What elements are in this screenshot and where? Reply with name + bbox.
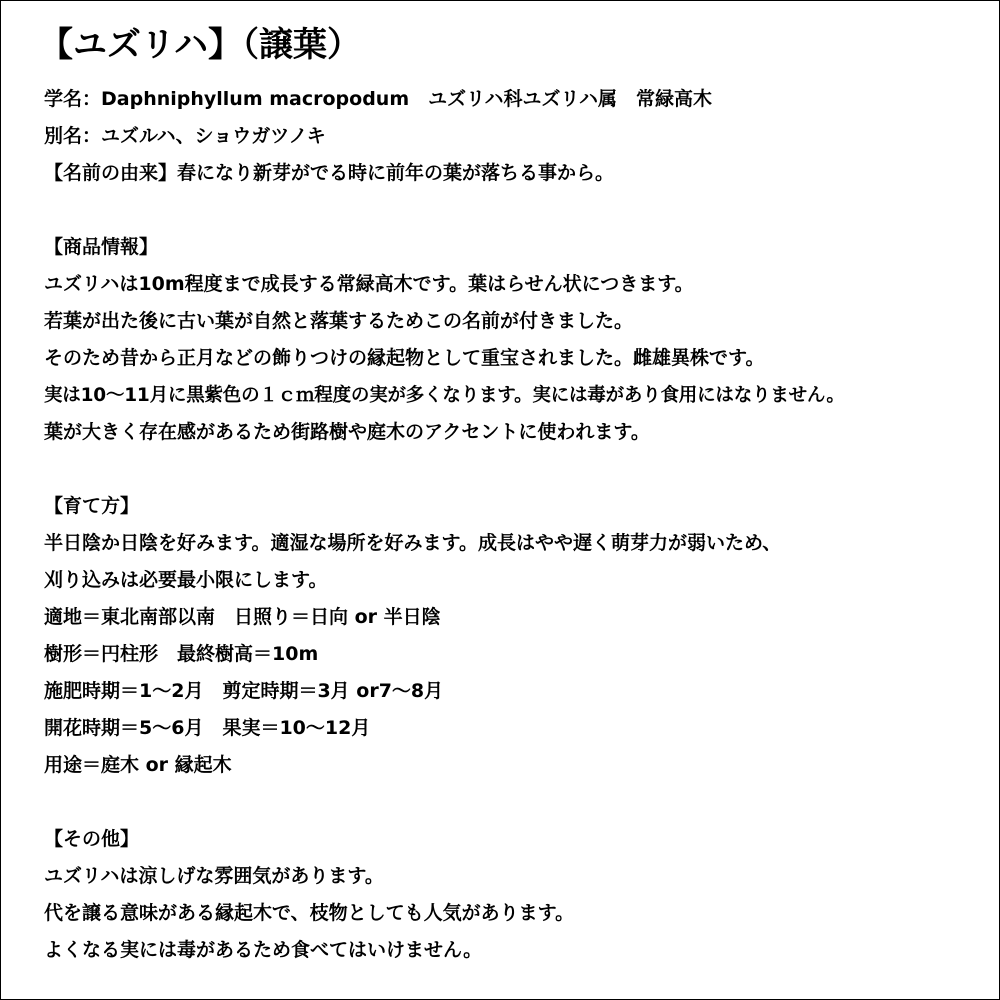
care-line: 用途＝庭木 or 縁起木 bbox=[44, 754, 232, 776]
document-body bbox=[44, 81, 979, 969]
other-line: よくなる実には毒があるため食べてはいけません。 bbox=[44, 939, 483, 961]
other-heading: 【その他】 bbox=[44, 828, 140, 850]
care-line: 適地＝東北南部以南 日照り＝日向 or 半日陰 bbox=[44, 606, 441, 628]
care-line: 開花時期＝5～6月 果実＝10～12月 bbox=[44, 717, 371, 739]
other-line: 代を譲る意味がある縁起木で、枝物としても人気があります。 bbox=[44, 902, 575, 924]
section-spacer bbox=[44, 192, 979, 229]
other-line: ユズリハは涼しげな雰囲気があります。 bbox=[44, 865, 384, 887]
section-spacer bbox=[44, 784, 979, 821]
product-info-line: 若葉が出た後に古い葉が自然と落葉するためこの名前が付きました。 bbox=[44, 310, 634, 332]
product-info-line: そのため昔から正月などの飾りつけの縁起物として重宝されました。雌雄異株です。 bbox=[44, 347, 765, 369]
care-line: 刈り込みは必要最小限にします。 bbox=[44, 569, 328, 591]
care-line: 半日陰か日陰を好みます。適湿な場所を好みます。成長はやや遅く萌芽力が弱いため、 bbox=[44, 532, 782, 554]
scientific-name-line: 学名：Daphniphyllum macropodum ユズリハ科ユズリハ属 常緑高木 bbox=[44, 88, 712, 110]
product-info-heading: 【商品情報】 bbox=[44, 236, 159, 258]
care-line: 施肥時期＝1～2月 剪定時期＝3月 or7～8月 bbox=[44, 680, 444, 702]
section-spacer bbox=[44, 451, 979, 488]
care-heading: 【育て方】 bbox=[44, 495, 140, 517]
care-line: 樹形＝円柱形 最終樹高＝10m bbox=[44, 643, 319, 665]
product-info-line: 実は10～11月に黒紫色の１ｃｍ程度の実が多くなります。実には毒があり食用にはなりません。 bbox=[44, 385, 845, 406]
name-origin-line: 【名前の由来】春になり新芽がでる時に前年の葉が落ちる事から。 bbox=[44, 162, 615, 184]
product-info-line: 葉が大きく存在感があるため街路樹や庭木のアクセントに使われます。 bbox=[44, 421, 650, 443]
page-title: 【ユズリハ】（譲葉） bbox=[39, 25, 361, 65]
alias-line: 別名：ユズルハ、ショウガツノキ bbox=[44, 125, 326, 147]
product-info-line: ユズリハは10m程度まで成長する常緑高木です。葉はらせん状につきます。 bbox=[44, 273, 694, 295]
